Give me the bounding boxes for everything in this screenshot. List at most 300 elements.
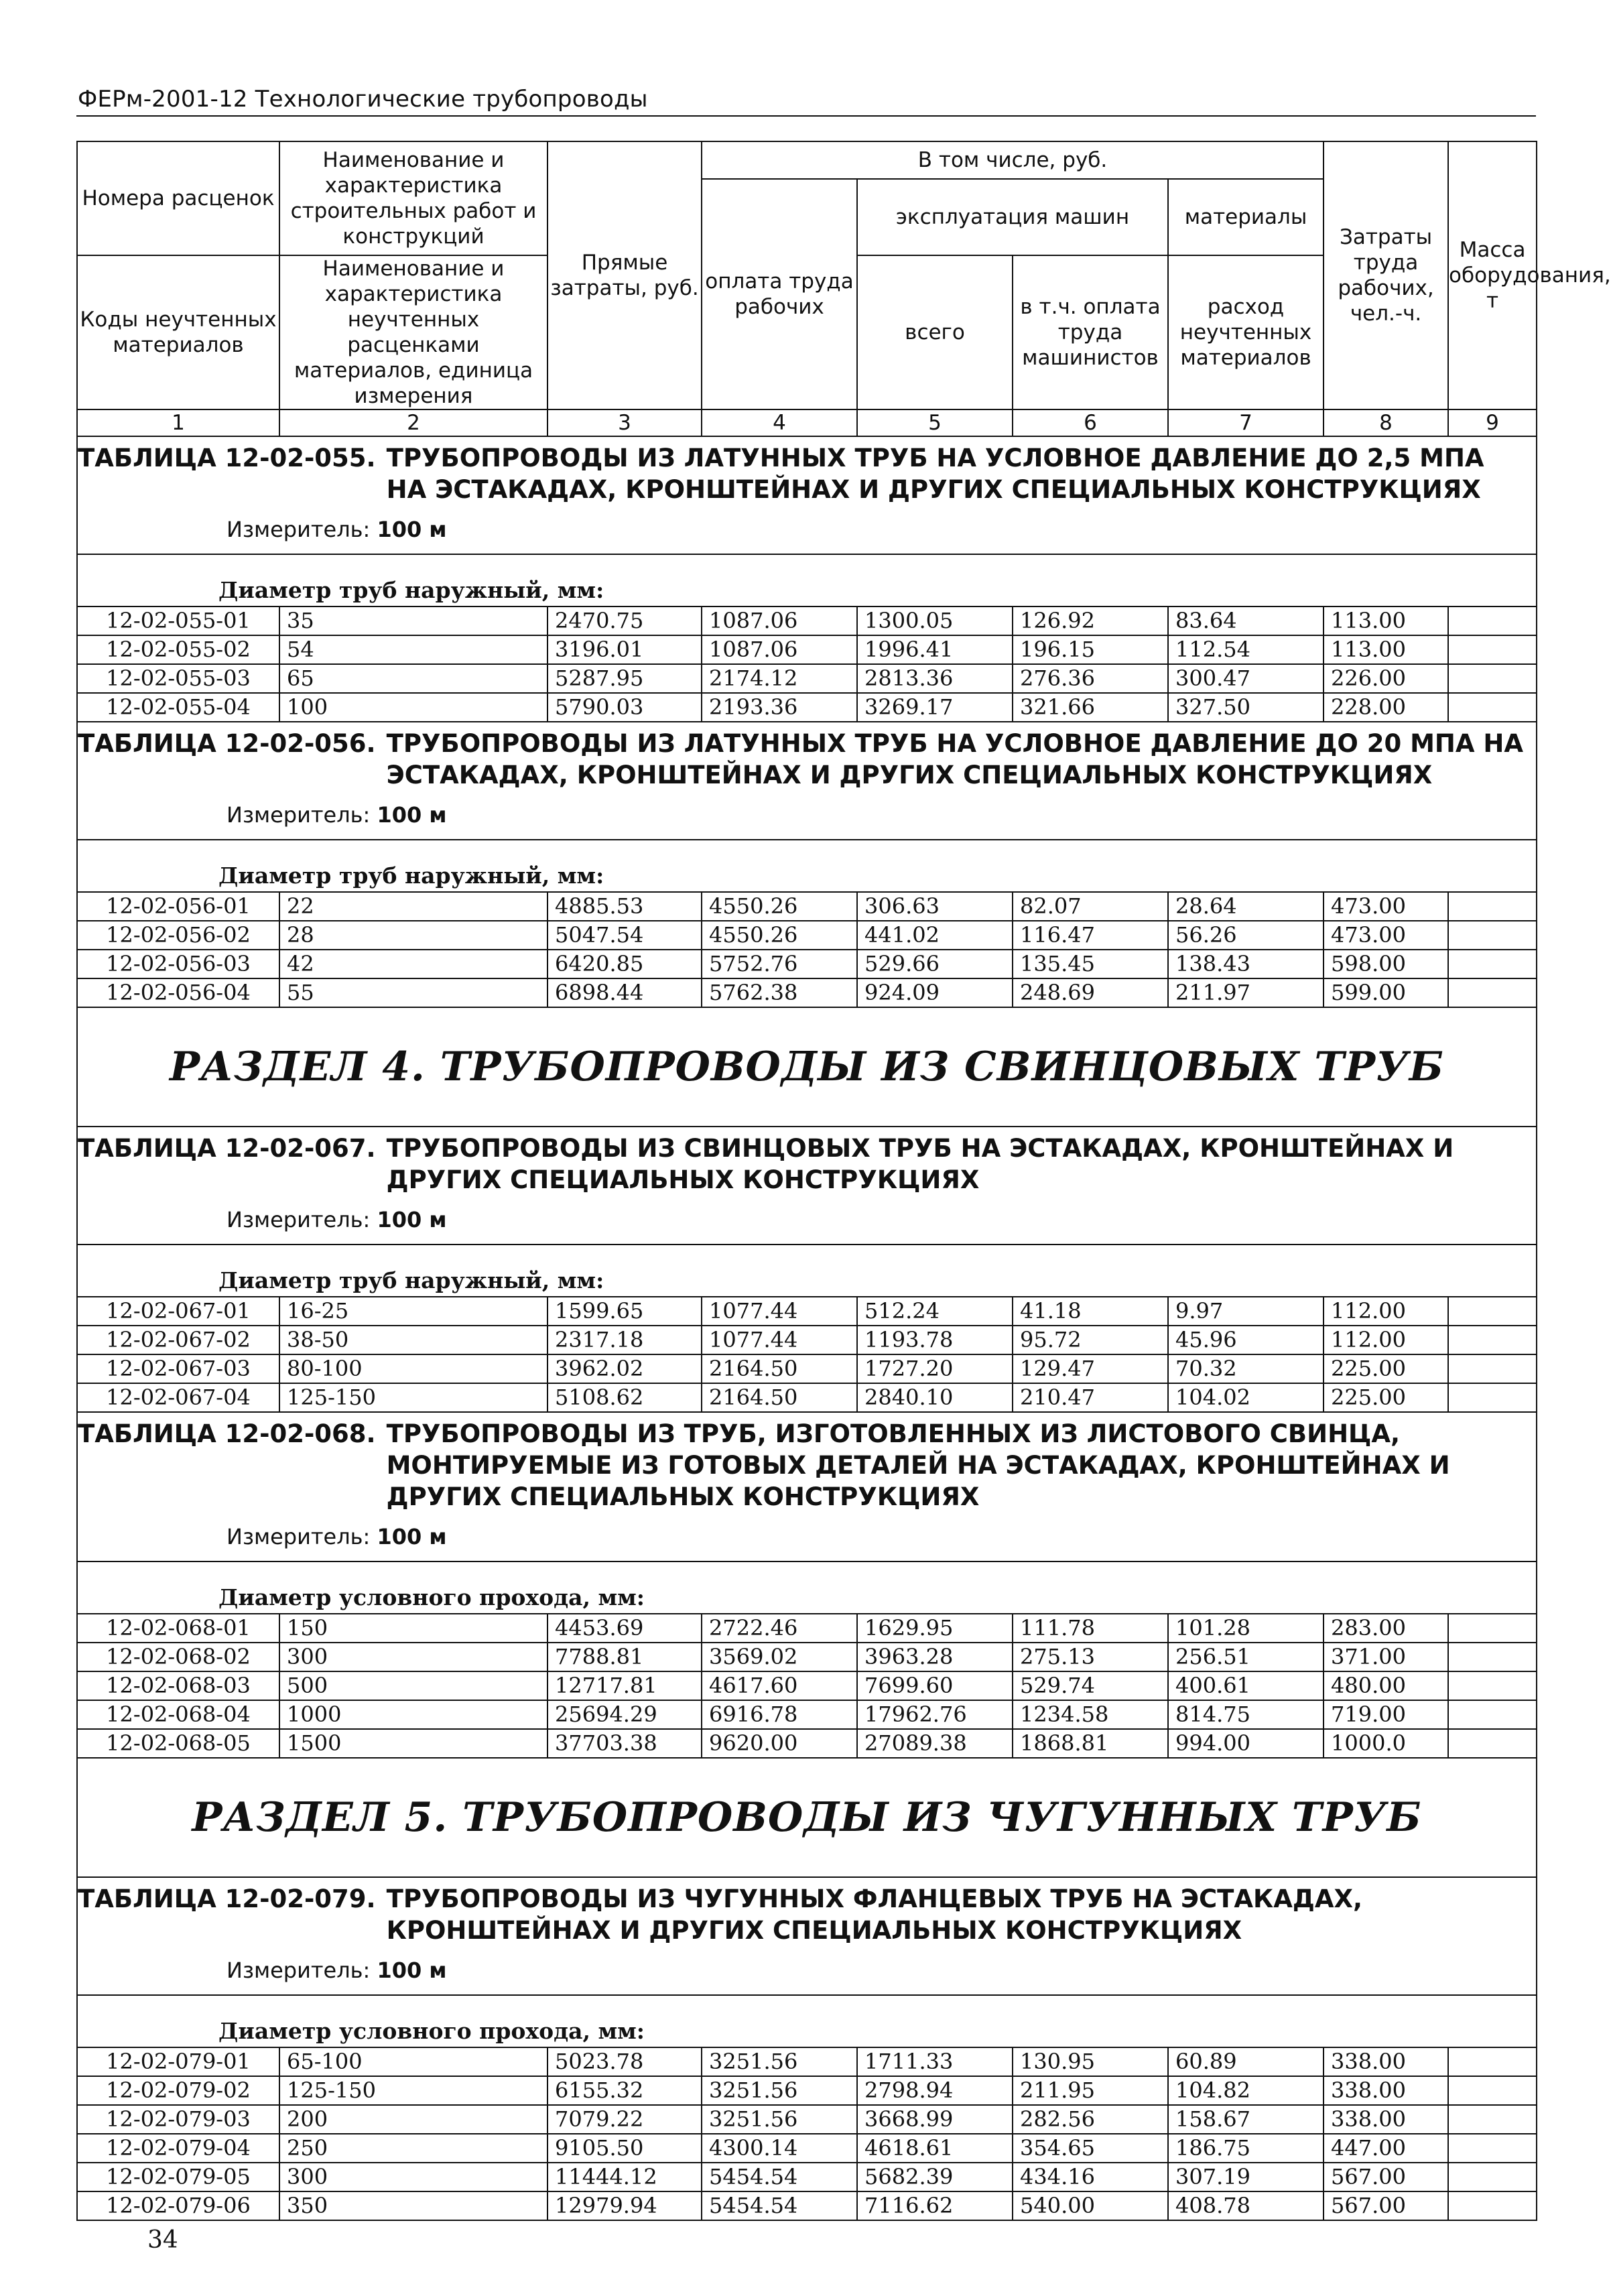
rate-code: 12-02-068-02 bbox=[77, 1643, 279, 1671]
table-cell: 27089.38 bbox=[857, 1729, 1013, 1758]
table-cell bbox=[1448, 607, 1537, 635]
table-cell: 9620.00 bbox=[702, 1729, 857, 1758]
table-cell: 256.51 bbox=[1168, 1643, 1324, 1671]
table-cell: 2722.46 bbox=[702, 1614, 857, 1643]
table-cell: 1193.78 bbox=[857, 1326, 1013, 1354]
table-cell: 300.47 bbox=[1168, 664, 1324, 693]
table-title bbox=[78, 1883, 1529, 1946]
table-cell bbox=[1448, 635, 1537, 664]
rate-code: 12-02-068-05 bbox=[77, 1729, 279, 1758]
table-cell: 500 bbox=[279, 1671, 547, 1700]
table-cell: 275.13 bbox=[1013, 1643, 1168, 1671]
table-name: ТРУБОПРОВОДЫ ИЗ ЛАТУННЫХ ТРУБ НА УСЛОВНОЕ ДАВЛЕНИЕ ДО 2,5 МПА НА ЭСТАКАДАХ, КРОНШТЕЙНАХ И ДРУГИХ СПЕЦИАЛЬНЫХ КОНСТРУКЦИЯХ bbox=[386, 444, 1484, 504]
table-cell bbox=[1448, 978, 1537, 1007]
column-number: 8 bbox=[1324, 409, 1448, 436]
table-cell: 7699.60 bbox=[857, 1671, 1013, 1700]
unit-value: 100 м bbox=[377, 517, 447, 542]
table-cell: 80-100 bbox=[279, 1354, 547, 1383]
table-cell: 1077.44 bbox=[702, 1326, 857, 1354]
table-cell: 211.95 bbox=[1013, 2076, 1168, 2105]
table-cell: 540.00 bbox=[1013, 2191, 1168, 2220]
table-cell: 5752.76 bbox=[702, 950, 857, 978]
diameter-row bbox=[77, 554, 1537, 607]
table-row bbox=[77, 1326, 1537, 1354]
table-cell bbox=[1448, 1383, 1537, 1412]
table-cell: 3251.56 bbox=[702, 2047, 857, 2076]
table-row bbox=[77, 1729, 1537, 1758]
table-cell: 338.00 bbox=[1324, 2105, 1448, 2134]
table-cell bbox=[1448, 1643, 1537, 1671]
section-heading-row bbox=[77, 1758, 1537, 1877]
header-machines-total: всего bbox=[857, 255, 1013, 409]
table-cell: 125-150 bbox=[279, 1383, 547, 1412]
table-title-row bbox=[77, 722, 1537, 840]
table-cell: 480.00 bbox=[1324, 1671, 1448, 1700]
unit-label: Измеритель: bbox=[227, 517, 371, 542]
table-cell: 2470.75 bbox=[547, 607, 702, 635]
table-cell: 126.92 bbox=[1013, 607, 1168, 635]
unit-label: Измеритель: bbox=[227, 1207, 371, 1232]
table-row bbox=[77, 950, 1537, 978]
table-cell: 41.18 bbox=[1013, 1297, 1168, 1326]
table-cell: 6916.78 bbox=[702, 1700, 857, 1729]
table-row bbox=[77, 2076, 1537, 2105]
table-cell: 112.00 bbox=[1324, 1326, 1448, 1354]
table-cell: 101.28 bbox=[1168, 1614, 1324, 1643]
table-cell: 60.89 bbox=[1168, 2047, 1324, 2076]
table-cell bbox=[1448, 693, 1537, 722]
table-cell bbox=[1448, 1326, 1537, 1354]
table-row bbox=[77, 2105, 1537, 2134]
table-cell: 282.56 bbox=[1013, 2105, 1168, 2134]
table-row bbox=[77, 1354, 1537, 1383]
table-cell: 529.74 bbox=[1013, 1671, 1168, 1700]
table-cell: 567.00 bbox=[1324, 2191, 1448, 2220]
table-cell bbox=[1448, 2076, 1537, 2105]
rate-code: 12-02-067-02 bbox=[77, 1326, 279, 1354]
diameter-row bbox=[77, 1995, 1537, 2047]
table-cell: 150 bbox=[279, 1614, 547, 1643]
table-cell: 5287.95 bbox=[547, 664, 702, 693]
table-header bbox=[77, 141, 1611, 436]
table-cell: 248.69 bbox=[1013, 978, 1168, 1007]
header-direct-costs: Прямые затраты, руб. bbox=[547, 141, 702, 409]
unit-value: 100 м bbox=[377, 802, 447, 828]
table-cell: 3251.56 bbox=[702, 2076, 857, 2105]
table-cell: 3269.17 bbox=[857, 693, 1013, 722]
header-machines: эксплуатация машин bbox=[857, 179, 1168, 255]
header-material-name: Наименование и характеристика неучтенных расценками материалов, единица измерения bbox=[279, 255, 547, 409]
table-cell: 5454.54 bbox=[702, 2163, 857, 2191]
table-cell: 408.78 bbox=[1168, 2191, 1324, 2220]
table-row bbox=[77, 1700, 1537, 1729]
table-cell: 4618.61 bbox=[857, 2134, 1013, 2163]
table-row bbox=[77, 2047, 1537, 2076]
rate-code: 12-02-079-04 bbox=[77, 2134, 279, 2163]
table-cell: 599.00 bbox=[1324, 978, 1448, 1007]
table-cell: 211.97 bbox=[1168, 978, 1324, 1007]
table-cell bbox=[1448, 1354, 1537, 1383]
table-cell: 300 bbox=[279, 1643, 547, 1671]
table-cell: 6155.32 bbox=[547, 2076, 702, 2105]
table-cell: 441.02 bbox=[857, 921, 1013, 950]
table-row bbox=[77, 607, 1537, 635]
header-including: В том числе, руб. bbox=[702, 141, 1324, 179]
table-cell: 7079.22 bbox=[547, 2105, 702, 2134]
table-cell: 210.47 bbox=[1013, 1383, 1168, 1412]
table-cell: 28.64 bbox=[1168, 892, 1324, 921]
header-rule bbox=[76, 115, 1536, 117]
table-cell: 4885.53 bbox=[547, 892, 702, 921]
table-cell: 113.00 bbox=[1324, 607, 1448, 635]
table-cell bbox=[1448, 1671, 1537, 1700]
rate-code: 12-02-056-03 bbox=[77, 950, 279, 978]
table-row bbox=[77, 1643, 1537, 1671]
table-row bbox=[77, 1614, 1537, 1643]
table-cell: 1234.58 bbox=[1013, 1700, 1168, 1729]
table-cell: 1087.06 bbox=[702, 635, 857, 664]
table-cell: 400.61 bbox=[1168, 1671, 1324, 1700]
table-title-row bbox=[77, 1412, 1537, 1561]
table-cell: 4300.14 bbox=[702, 2134, 857, 2163]
table-cell: 158.67 bbox=[1168, 2105, 1324, 2134]
diameter-label: Диаметр условного прохода, мм: bbox=[77, 1995, 1537, 2047]
table-row bbox=[77, 664, 1537, 693]
table-cell: 567.00 bbox=[1324, 2163, 1448, 2191]
table-cell: 82.07 bbox=[1013, 892, 1168, 921]
table-row bbox=[77, 635, 1537, 664]
table-cell: 130.95 bbox=[1013, 2047, 1168, 2076]
table-cell: 4453.69 bbox=[547, 1614, 702, 1643]
header-operator-pay: в т.ч. оплата труда машинистов bbox=[1013, 255, 1168, 409]
table-cell: 4617.60 bbox=[702, 1671, 857, 1700]
table-cell: 306.63 bbox=[857, 892, 1013, 921]
table-cell: 45.96 bbox=[1168, 1326, 1324, 1354]
table-caption bbox=[77, 1127, 1537, 1245]
table-cell: 1077.44 bbox=[702, 1297, 857, 1326]
table-cell bbox=[1448, 1700, 1537, 1729]
table-cell: 35 bbox=[279, 607, 547, 635]
table-cell: 307.19 bbox=[1168, 2163, 1324, 2191]
table-cell: 38-50 bbox=[279, 1326, 547, 1354]
table-cell: 12979.94 bbox=[547, 2191, 702, 2220]
table-cell: 2164.50 bbox=[702, 1354, 857, 1383]
table-cell: 95.72 bbox=[1013, 1326, 1168, 1354]
table-cell: 196.15 bbox=[1013, 635, 1168, 664]
table-cell: 200 bbox=[279, 2105, 547, 2134]
table-cell: 11444.12 bbox=[547, 2163, 702, 2191]
table-cell: 228.00 bbox=[1324, 693, 1448, 722]
table-cell: 2174.12 bbox=[702, 664, 857, 693]
table-cell: 276.36 bbox=[1013, 664, 1168, 693]
table-cell: 338.00 bbox=[1324, 2076, 1448, 2105]
table-cell: 104.02 bbox=[1168, 1383, 1324, 1412]
table-cell: 300 bbox=[279, 2163, 547, 2191]
table-cell: 5023.78 bbox=[547, 2047, 702, 2076]
table-cell: 17962.76 bbox=[857, 1700, 1013, 1729]
table-cell: 1000.0 bbox=[1324, 1729, 1448, 1758]
table-cell bbox=[1448, 664, 1537, 693]
table-name: ТРУБОПРОВОДЫ ИЗ СВИНЦОВЫХ ТРУБ НА ЭСТАКАДАХ, КРОНШТЕЙНАХ И ДРУГИХ СПЕЦИАЛЬНЫХ КОНСТРУКЦИЯХ bbox=[386, 1134, 1454, 1194]
table-cell: 1996.41 bbox=[857, 635, 1013, 664]
table-cell: 924.09 bbox=[857, 978, 1013, 1007]
table-cell: 5682.39 bbox=[857, 2163, 1013, 2191]
table-cell bbox=[1448, 2163, 1537, 2191]
table-cell: 354.65 bbox=[1013, 2134, 1168, 2163]
table-cell: 1711.33 bbox=[857, 2047, 1013, 2076]
section-heading-row bbox=[77, 1007, 1537, 1127]
table-cell: 54 bbox=[279, 635, 547, 664]
table-cell: 104.82 bbox=[1168, 2076, 1324, 2105]
table-cell bbox=[1448, 2047, 1537, 2076]
table-cell: 55 bbox=[279, 978, 547, 1007]
column-number: 7 bbox=[1168, 409, 1324, 436]
table-caption bbox=[77, 436, 1537, 554]
rate-code: 12-02-055-04 bbox=[77, 693, 279, 722]
table-cell bbox=[1448, 1614, 1537, 1643]
table-cell: 225.00 bbox=[1324, 1354, 1448, 1383]
header-worker-pay: оплата труда рабочих bbox=[702, 179, 857, 409]
header-work-name: Наименование и характеристика строительных работ и конструкций bbox=[279, 141, 547, 255]
table-cell: 814.75 bbox=[1168, 1700, 1324, 1729]
rate-code: 12-02-079-02 bbox=[77, 2076, 279, 2105]
header-equipment-mass: Масса оборудования, т bbox=[1448, 141, 1537, 409]
table-title bbox=[78, 728, 1529, 791]
table-row bbox=[77, 921, 1537, 950]
table-cell: 5454.54 bbox=[702, 2191, 857, 2220]
table-cell: 113.00 bbox=[1324, 635, 1448, 664]
rate-code: 12-02-079-01 bbox=[77, 2047, 279, 2076]
table-number: ТАБЛИЦА 12-02-055. bbox=[78, 444, 376, 472]
header-materials: материалы bbox=[1168, 179, 1324, 255]
table-cell: 512.24 bbox=[857, 1297, 1013, 1326]
table-cell: 2840.10 bbox=[857, 1383, 1013, 1412]
table-cell: 5762.38 bbox=[702, 978, 857, 1007]
table-cell: 112.54 bbox=[1168, 635, 1324, 664]
header-labor-hours: Затраты труда рабочих, чел.-ч. bbox=[1324, 141, 1448, 409]
rate-code: 12-02-079-05 bbox=[77, 2163, 279, 2191]
table-number: ТАБЛИЦА 12-02-068. bbox=[78, 1419, 376, 1448]
table-cell: 42 bbox=[279, 950, 547, 978]
table-cell: 25694.29 bbox=[547, 1700, 702, 1729]
table-title-row bbox=[77, 436, 1537, 554]
table-cell: 350 bbox=[279, 2191, 547, 2220]
table-cell: 1300.05 bbox=[857, 607, 1013, 635]
table-cell: 1629.95 bbox=[857, 1614, 1013, 1643]
table-row bbox=[77, 1383, 1537, 1412]
table-cell: 83.64 bbox=[1168, 607, 1324, 635]
table-cell: 1000 bbox=[279, 1700, 547, 1729]
table-cell: 22 bbox=[279, 892, 547, 921]
table-cell: 3196.01 bbox=[547, 635, 702, 664]
unit-of-measure bbox=[227, 802, 1529, 828]
table-cell bbox=[1448, 2134, 1537, 2163]
table-row bbox=[77, 892, 1537, 921]
table-cell: 2317.18 bbox=[547, 1326, 702, 1354]
column-number: 2 bbox=[279, 409, 547, 436]
diameter-row bbox=[77, 1245, 1537, 1297]
table-cell bbox=[1448, 950, 1537, 978]
table-cell: 283.00 bbox=[1324, 1614, 1448, 1643]
table-number: ТАБЛИЦА 12-02-067. bbox=[78, 1134, 376, 1163]
table-cell: 338.00 bbox=[1324, 2047, 1448, 2076]
table-row bbox=[77, 2163, 1537, 2191]
table-row bbox=[77, 2191, 1537, 2220]
table-cell: 5790.03 bbox=[547, 693, 702, 722]
table-cell: 327.50 bbox=[1168, 693, 1324, 722]
table-cell: 447.00 bbox=[1324, 2134, 1448, 2163]
table-cell: 70.32 bbox=[1168, 1354, 1324, 1383]
table-cell bbox=[1448, 2105, 1537, 2134]
rates-table bbox=[76, 141, 1611, 2221]
table-cell: 1868.81 bbox=[1013, 1729, 1168, 1758]
unit-value: 100 м bbox=[377, 1958, 447, 1983]
page-number: 34 bbox=[147, 2226, 178, 2254]
table-cell: 125-150 bbox=[279, 2076, 547, 2105]
rate-code: 12-02-068-03 bbox=[77, 1671, 279, 1700]
diameter-row bbox=[77, 1561, 1537, 1614]
table-title bbox=[78, 442, 1529, 505]
table-cell: 6420.85 bbox=[547, 950, 702, 978]
table-cell bbox=[1448, 921, 1537, 950]
unit-of-measure bbox=[227, 1523, 1529, 1550]
table-cell: 186.75 bbox=[1168, 2134, 1324, 2163]
table-caption bbox=[77, 1412, 1537, 1561]
table-cell: 116.47 bbox=[1013, 921, 1168, 950]
table-cell: 2164.50 bbox=[702, 1383, 857, 1412]
table-cell: 473.00 bbox=[1324, 921, 1448, 950]
column-number: 9 bbox=[1448, 409, 1537, 436]
unit-of-measure bbox=[227, 1206, 1529, 1233]
table-cell: 371.00 bbox=[1324, 1643, 1448, 1671]
table-cell: 9105.50 bbox=[547, 2134, 702, 2163]
table-cell: 994.00 bbox=[1168, 1729, 1324, 1758]
table-cell: 112.00 bbox=[1324, 1297, 1448, 1326]
section-heading: РАЗДЕЛ 5. ТРУБОПРОВОДЫ ИЗ ЧУГУННЫХ ТРУБ bbox=[77, 1758, 1537, 1877]
table-cell: 1500 bbox=[279, 1729, 547, 1758]
diameter-label: Диаметр труб наружный, мм: bbox=[77, 1245, 1537, 1297]
table-cell: 321.66 bbox=[1013, 693, 1168, 722]
table-row bbox=[77, 1297, 1537, 1326]
rate-code: 12-02-055-03 bbox=[77, 664, 279, 693]
table-cell: 4550.26 bbox=[702, 892, 857, 921]
rate-code: 12-02-079-03 bbox=[77, 2105, 279, 2134]
table-title bbox=[78, 1418, 1529, 1513]
table-cell: 250 bbox=[279, 2134, 547, 2163]
rate-code: 12-02-056-02 bbox=[77, 921, 279, 950]
table-cell: 7116.62 bbox=[857, 2191, 1013, 2220]
table-name: ТРУБОПРОВОДЫ ИЗ ТРУБ, ИЗГОТОВЛЕННЫХ ИЗ ЛИСТОВОГО СВИНЦА, МОНТИРУЕМЫЕ ИЗ ГОТОВЫХ ДЕТАЛЕЙ НА ЭСТАКАДАХ, КРОНШТЕЙНАХ И ДРУГИХ СПЕЦИАЛЬНЫХ КОНСТРУКЦИЯХ bbox=[386, 1419, 1450, 1511]
diameter-label: Диаметр труб наружный, мм: bbox=[77, 840, 1537, 892]
unit-of-measure bbox=[227, 516, 1529, 543]
table-cell bbox=[1448, 892, 1537, 921]
table-cell: 2798.94 bbox=[857, 2076, 1013, 2105]
column-numbers-row bbox=[77, 409, 1537, 436]
table-cell: 5047.54 bbox=[547, 921, 702, 950]
table-cell: 100 bbox=[279, 693, 547, 722]
table-caption bbox=[77, 1877, 1537, 1995]
rate-code: 12-02-056-04 bbox=[77, 978, 279, 1007]
table-row bbox=[77, 1671, 1537, 1700]
column-number: 4 bbox=[702, 409, 857, 436]
running-header: ФЕРм-2001-12 Технологические трубопроводы bbox=[78, 86, 648, 113]
table-cell: 65 bbox=[279, 664, 547, 693]
table-cell: 473.00 bbox=[1324, 892, 1448, 921]
table-cell: 719.00 bbox=[1324, 1700, 1448, 1729]
table-cell: 2813.36 bbox=[857, 664, 1013, 693]
header-rate-numbers: Номера расценок bbox=[77, 141, 279, 255]
table-cell: 2193.36 bbox=[702, 693, 857, 722]
table-cell: 135.45 bbox=[1013, 950, 1168, 978]
table-cell bbox=[1448, 2191, 1537, 2220]
table-caption bbox=[77, 722, 1537, 840]
rate-code: 12-02-068-04 bbox=[77, 1700, 279, 1729]
column-number: 6 bbox=[1013, 409, 1168, 436]
section-heading: РАЗДЕЛ 4. ТРУБОПРОВОДЫ ИЗ СВИНЦОВЫХ ТРУБ bbox=[77, 1007, 1537, 1127]
table-cell: 9.97 bbox=[1168, 1297, 1324, 1326]
table-cell: 434.16 bbox=[1013, 2163, 1168, 2191]
table-title-row bbox=[77, 1127, 1537, 1245]
table-name: ТРУБОПРОВОДЫ ИЗ ЛАТУННЫХ ТРУБ НА УСЛОВНОЕ ДАВЛЕНИЕ ДО 20 МПА НА ЭСТАКАДАХ, КРОНШТЕЙНАХ И ДРУГИХ СПЕЦИАЛЬНЫХ КОНСТРУКЦИЯХ bbox=[386, 729, 1523, 789]
rate-code: 12-02-055-02 bbox=[77, 635, 279, 664]
table-row bbox=[77, 2134, 1537, 2163]
column-number: 1 bbox=[77, 409, 279, 436]
rate-code: 12-02-067-04 bbox=[77, 1383, 279, 1412]
unit-value: 100 м bbox=[377, 1524, 447, 1549]
header-unaccounted-materials: расход неучтенных материалов bbox=[1168, 255, 1324, 409]
table-cell: 5108.62 bbox=[547, 1383, 702, 1412]
rate-code: 12-02-067-01 bbox=[77, 1297, 279, 1326]
table-cell: 3569.02 bbox=[702, 1643, 857, 1671]
unit-of-measure bbox=[227, 1957, 1529, 1984]
table-cell: 16-25 bbox=[279, 1297, 547, 1326]
diameter-label: Диаметр труб наружный, мм: bbox=[77, 554, 1537, 607]
table-cell: 6898.44 bbox=[547, 978, 702, 1007]
table-cell: 111.78 bbox=[1013, 1614, 1168, 1643]
unit-label: Измеритель: bbox=[227, 1524, 371, 1549]
table-row bbox=[77, 978, 1537, 1007]
rate-code: 12-02-067-03 bbox=[77, 1354, 279, 1383]
table-cell: 65-100 bbox=[279, 2047, 547, 2076]
table-cell: 12717.81 bbox=[547, 1671, 702, 1700]
table-body bbox=[77, 436, 1537, 2220]
unit-value: 100 м bbox=[377, 1207, 447, 1232]
diameter-row bbox=[77, 840, 1537, 892]
table-cell: 3963.28 bbox=[857, 1643, 1013, 1671]
table-title bbox=[78, 1133, 1529, 1196]
table-cell bbox=[1448, 1297, 1537, 1326]
rate-code: 12-02-068-01 bbox=[77, 1614, 279, 1643]
table-number: ТАБЛИЦА 12-02-056. bbox=[78, 729, 376, 758]
table-number: ТАБЛИЦА 12-02-079. bbox=[78, 1885, 376, 1913]
table-cell: 226.00 bbox=[1324, 664, 1448, 693]
table-cell: 37703.38 bbox=[547, 1729, 702, 1758]
table-cell: 3251.56 bbox=[702, 2105, 857, 2134]
table-cell: 3668.99 bbox=[857, 2105, 1013, 2134]
table-cell: 129.47 bbox=[1013, 1354, 1168, 1383]
table-cell bbox=[1448, 1729, 1537, 1758]
table-cell: 529.66 bbox=[857, 950, 1013, 978]
column-number: 5 bbox=[857, 409, 1013, 436]
table-cell: 4550.26 bbox=[702, 921, 857, 950]
rate-code: 12-02-056-01 bbox=[77, 892, 279, 921]
table-cell: 28 bbox=[279, 921, 547, 950]
table-cell: 56.26 bbox=[1168, 921, 1324, 950]
table-cell: 598.00 bbox=[1324, 950, 1448, 978]
table-cell: 3962.02 bbox=[547, 1354, 702, 1383]
column-number: 3 bbox=[547, 409, 702, 436]
table-cell: 138.43 bbox=[1168, 950, 1324, 978]
